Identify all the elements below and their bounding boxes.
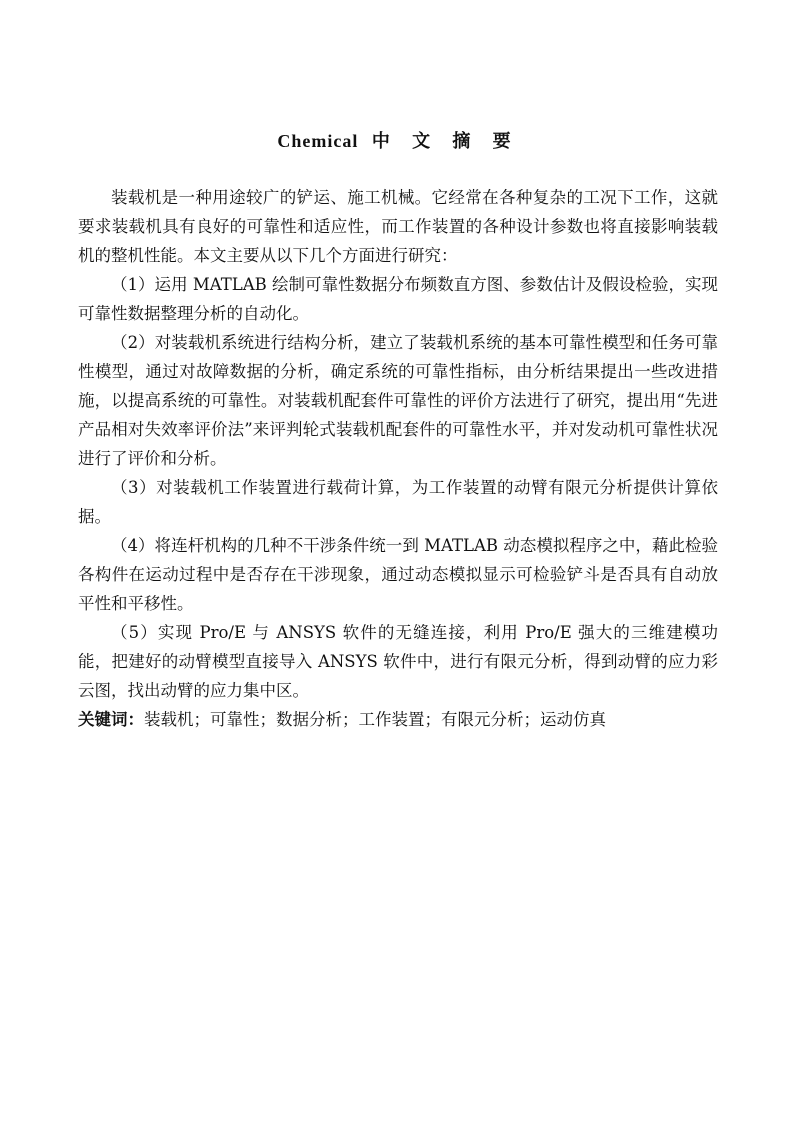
keywords-text: 装载机；可靠性；数据分析；工作装置；有限元分析；运动仿真 (144, 710, 606, 729)
abstract-intro-paragraph: 装载机是一种用途较广的铲运、施工机械。它经常在各种复杂的工况下工作，这就要求装载机具有良好的可靠性和适应性，而工作装置的各种设计参数也将直接影响装载机的整机性能。本文主要从以下几个方面进行研究： (78, 188, 718, 265)
abstract-page (78, 128, 718, 734)
title-english: Chemical (277, 131, 359, 151)
abstract-point-4: （4）将连杆机构的几种不干涉条件统一到 MATLAB 动态模拟程序之中，藉此检验各构件在运动过程中是否存在干涉现象，通过动态模拟显示可检验铲斗是否具有自动放平性和平移性。 (78, 536, 718, 613)
title-chinese: 中 文 摘 要 (371, 131, 519, 152)
page-title (78, 128, 718, 155)
abstract-point-3: （3）对装载机工作装置进行载荷计算，为工作装置的动臂有限元分析提供计算依据。 (78, 478, 718, 526)
abstract-point-5: （5）实现 Pro/E 与 ANSYS 软件的无缝连接，利用 Pro/E 强大的三维建模功能，把建好的动臂模型直接导入 ANSYS 软件中，进行有限元分析，得到动臂的应力彩云图，找出动臂的应力集中区。 (78, 623, 718, 700)
abstract-body (78, 183, 718, 705)
abstract-point-1: （1）运用 MATLAB 绘制可靠性数据分布频数直方图、参数估计及假设检验，实现可靠性数据整理分析的自动化。 (78, 275, 718, 323)
keywords-line (78, 705, 718, 734)
keywords-label: 关键词： (78, 710, 144, 729)
abstract-point-2: （2）对装载机系统进行结构分析，建立了装载机系统的基本可靠性模型和任务可靠性模型，通过对故障数据的分析，确定系统的可靠性指标，由分析结果提出一些改进措施，以提高系统的可靠性。对装载机配套件可靠性的评价方法进行了研究，提出用“先进产品相对失效率评价法”来评判轮式装载机配套件的可靠性水平，并对发动机可靠性状况进行了评价和分析。 (78, 333, 718, 468)
